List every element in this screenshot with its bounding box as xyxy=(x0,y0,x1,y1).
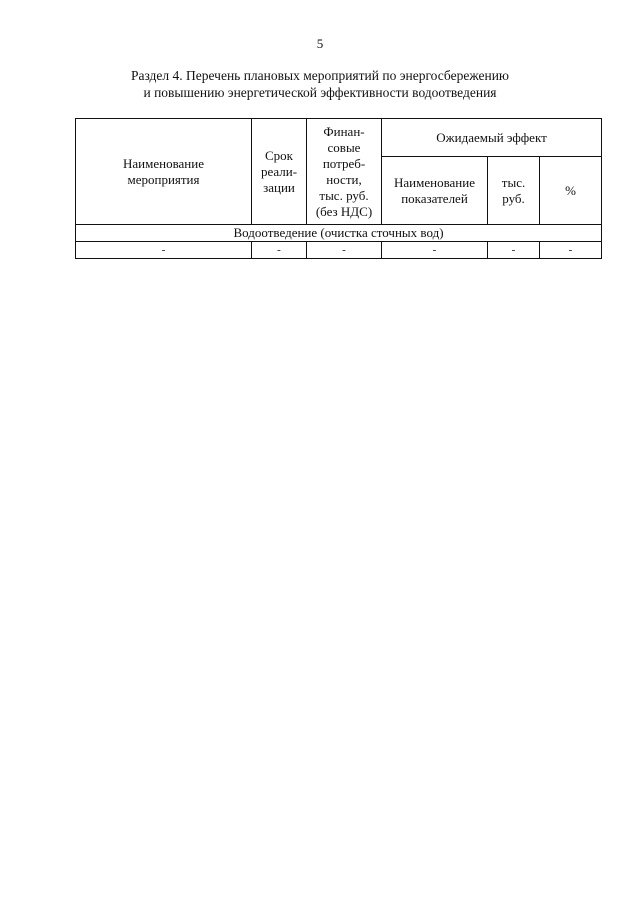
table-header-row xyxy=(76,119,602,157)
header-indicator-name: Наименование показателей xyxy=(382,157,488,225)
header-measure-name: Наименование мероприятия xyxy=(76,119,252,225)
cell-indicator-name: - xyxy=(382,242,488,259)
cell-thousand-rub: - xyxy=(488,242,540,259)
header-expected-effect: Ожидаемый эффект xyxy=(382,119,602,157)
header-term: Срок реали- зации xyxy=(252,119,307,225)
header-thousand-rub: тыс. руб. xyxy=(488,157,540,225)
cell-percent: - xyxy=(540,242,602,259)
cell-measure-name: - xyxy=(76,242,252,259)
header-percent: % xyxy=(540,157,602,225)
page-number: 5 xyxy=(316,36,324,51)
measures-table xyxy=(75,118,602,259)
section-title xyxy=(60,67,580,101)
section-wastewater: Водоотведение (очистка сточных вод) xyxy=(76,225,602,242)
cell-financial-needs: - xyxy=(307,242,382,259)
table-section-row xyxy=(76,225,602,242)
section-title-line-2: и повышению энергетической эффективности водоотведения xyxy=(143,85,497,100)
table-row xyxy=(76,242,602,259)
header-financial-needs: Финан- совые потреб- ности, тыс. руб. (без НДС) xyxy=(307,119,382,225)
section-title-line-1: Раздел 4. Перечень плановых мероприятий по энергосбережению xyxy=(130,68,510,83)
cell-term: - xyxy=(252,242,307,259)
